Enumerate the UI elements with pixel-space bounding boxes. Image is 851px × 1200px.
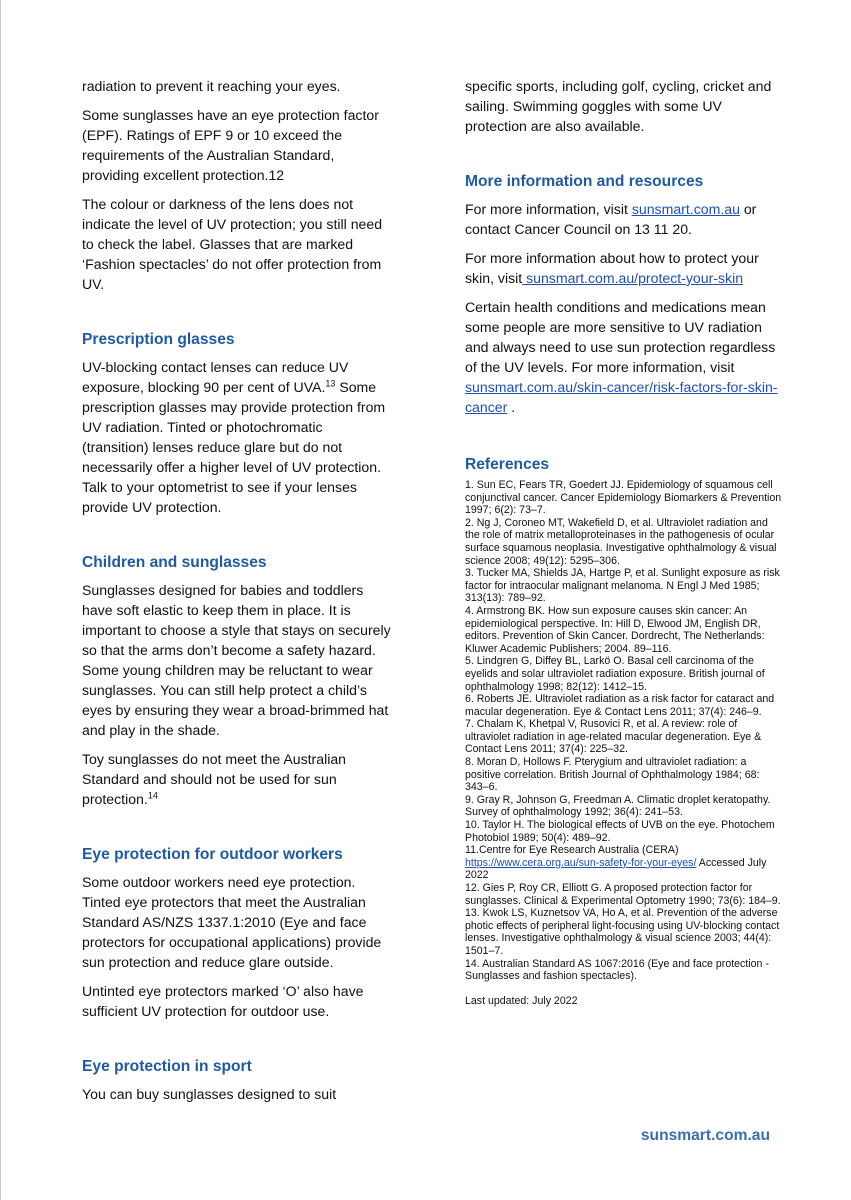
cera-link[interactable]: https://www.cera.org.au/sun-safety-for-your-eyes/ bbox=[465, 856, 697, 869]
paragraph-radiation: radiation to prevent it reaching your eyes. bbox=[82, 78, 341, 94]
footnote-14: 14 bbox=[147, 790, 158, 801]
last-updated: Last updated: July 2022 bbox=[465, 994, 578, 1007]
prescription-text-1: UV-blocking contact lenses can reduce UV exposure, blocking 90 per cent of UVA. bbox=[82, 359, 349, 395]
references-list bbox=[465, 479, 785, 1008]
prescription-text-2: Some prescription glasses may provide protection from UV radiation. Tinted or photochromatic (transition) lenses reduce glare but do not necessarily offer a higher level of UV protection. Talk to your optometrist to see if your lenses provide UV protection. bbox=[82, 379, 386, 515]
paragraph-epf: Some sunglasses have an eye protection factor (EPF). Ratings of EPF 9 or 10 exceed the requirements of the Australian Standard, providing excellent protection.12 bbox=[82, 107, 379, 183]
right-column bbox=[465, 76, 785, 1018]
reference-item: 9. Gray R, Johnson G, Freedman A. Climatic droplet keratopathy. Survey of ophthalmology 1992; 36(4): 241–53. bbox=[465, 793, 771, 819]
reference-item: 4. Armstrong BK. How sun exposure causes skin cancer: An epidemiological perspective. In: Hill D, Elwood JM, English DR, editors. Prevention of Skin Cancer. Dordrecht, The Netherlands: Kluwer Academic Publishers; 2004. 89–116. bbox=[465, 604, 765, 655]
page-edge bbox=[0, 0, 1, 1200]
footnote-13: 13 bbox=[325, 378, 336, 389]
protect-your-skin-link[interactable]: sunsmart.com.au/protect-your-skin bbox=[522, 270, 744, 286]
paragraph-more-info-1 bbox=[465, 199, 785, 239]
reference-item: 10. Taylor H. The biological effects of UVB on the eye. Photochem Photobiol 1989; 50(4): 489–92. bbox=[465, 819, 775, 844]
protect-skin-text: For more information about how to protect your skin, visit bbox=[465, 250, 759, 286]
heading-children-sunglasses: Children and sunglasses bbox=[82, 554, 267, 571]
paragraph-workers-1: Some outdoor workers need eye protection. Tinted eye protectors that meet the Australian Standard AS/NZS 1337.1:2010 (Eye and face protectors for occupational applications) provide sun protection and reduce glare outside. bbox=[82, 874, 382, 970]
reference-item: 14. Australian Standard AS 1067:2016 (Eye and face protection - Sunglasses and fashion spectacles). bbox=[465, 957, 769, 983]
reference-item: 8. Moran D, Hollows F. Pterygium and ultraviolet radiation: a positive correlation. British Journal of Ophthalmology 1984; 68: 343–6. bbox=[465, 756, 760, 794]
paragraph-sport: You can buy sunglasses designed to suit bbox=[82, 1086, 337, 1102]
paragraph-specific-sports: specific sports, including golf, cycling, cricket and sailing. Swimming goggles with some UV protection are also available. bbox=[465, 78, 772, 134]
heading-eye-protection-sport: Eye protection in sport bbox=[82, 1058, 252, 1075]
paragraph-more-info-2 bbox=[465, 248, 785, 288]
toy-sunglasses-text: Toy sunglasses do not meet the Australian Standard and should not be used for sun protection. bbox=[82, 751, 347, 807]
reference-item-11 bbox=[465, 844, 785, 882]
paragraph-lens-colour: The colour or darkness of the lens does not indicate the level of UV protection; you still need to check the label. Glasses that are marked ‘Fashion spectacles’ do not offer protection from UV. bbox=[82, 196, 383, 292]
reference-item: 7. Chalam K, Khetpal V, Rusovici R, et al. A review: role of ultraviolet radiation in age-related macular degeneration. Eye & Contact Lens 2011; 37(4): 225–32. bbox=[465, 718, 762, 756]
cera-reference-text: 11.Centre for Eye Research Australia (CERA) bbox=[465, 844, 679, 857]
footer-site-url[interactable]: sunsmart.com.au bbox=[640, 1127, 770, 1144]
paragraph-prescription bbox=[82, 357, 392, 517]
reference-item: 12. Gies P, Roy CR, Elliott G. A proposed protection factor for sunglasses. Clinical & Experimental Optometry 1990; 73(6): 184–9. bbox=[465, 882, 781, 907]
risk-factors-link[interactable]: sunsmart.com.au/skin-cancer/risk-factors-for-skin-cancer bbox=[465, 379, 778, 415]
heading-more-information: More information and resources bbox=[465, 173, 704, 190]
reference-item: 13. Kwok LS, Kuznetsov VA, Ho A, et al. Prevention of the adverse photic effects of peripheral light-focusing using UV-blocking contact lenses. Investigative ophthalmology & visual science 2003; 44(4): 1501–7. bbox=[465, 907, 780, 957]
cera-accessed: Accessed July 2022 bbox=[465, 856, 767, 882]
paragraph-more-info-3 bbox=[465, 297, 785, 417]
paragraph-workers-2: Untinted eye protectors marked ‘O’ also have sufficient UV protection for outdoor use. bbox=[82, 983, 364, 1019]
health-conditions-text: Certain health conditions and medications mean some people are more sensitive to UV radiation and always need to use sun protection regardless of the UV levels. For more information, visit bbox=[465, 299, 776, 375]
more-info-text-2: or contact Cancer Council on 13 11 20. bbox=[465, 201, 757, 237]
health-conditions-end: . bbox=[507, 399, 516, 415]
more-info-text-1: For more information, visit bbox=[465, 201, 632, 217]
left-column bbox=[82, 76, 392, 1113]
sunsmart-link[interactable]: sunsmart.com.au bbox=[631, 201, 740, 217]
heading-outdoor-workers: Eye protection for outdoor workers bbox=[82, 846, 343, 863]
reference-item: 6. Roberts JE. Ultraviolet radiation as a risk factor for cataract and macular degeneration. Eye & Contact Lens 2011; 37(4): 246–9. bbox=[465, 693, 775, 718]
paragraph-children-1: Sunglasses designed for babies and toddlers have soft elastic to keep them in place. It is important to choose a style that stays on securely so that the arms don’t become a safety hazard. Some young children may be reluctant to wear sunglasses. You can still help protect a child’s eyes by ensuring they wear a broad-brimmed hat and play in the shade. bbox=[82, 582, 391, 738]
heading-references: References bbox=[465, 456, 550, 473]
reference-item: 3. Tucker MA, Shields JA, Hartge P, et al. Sunlight exposure as risk factor for intraocular malignant melanoma. N Engl J Med 1985; 313(13): 789–92. bbox=[465, 567, 780, 605]
reference-item: 1. Sun EC, Fears TR, Goedert JJ. Epidemiology of squamous cell conjunctival cancer. Cancer Epidemiology Biomarkers & Prevention 1997; 6(2): 73–7. bbox=[465, 479, 782, 517]
reference-item: 2. Ng J, Coroneo MT, Wakefield D, et al. Ultraviolet radiation and the role of matrix metalloproteinases in the pathogenesis of ocular surface squamous neoplasia. Investigative ophthalmology & visual science 2008; 49(12): 5295–306. bbox=[465, 516, 777, 567]
paragraph-children-2 bbox=[82, 749, 392, 809]
reference-item: 5. Lindgren G, Diffey BL, Larkö O. Basal cell carcinoma of the eyelids and solar ultraviolet radiation exposure. British journal of ophthalmology 1998; 82(12): 1412–15. bbox=[465, 655, 765, 693]
heading-prescription-glasses: Prescription glasses bbox=[82, 331, 235, 348]
